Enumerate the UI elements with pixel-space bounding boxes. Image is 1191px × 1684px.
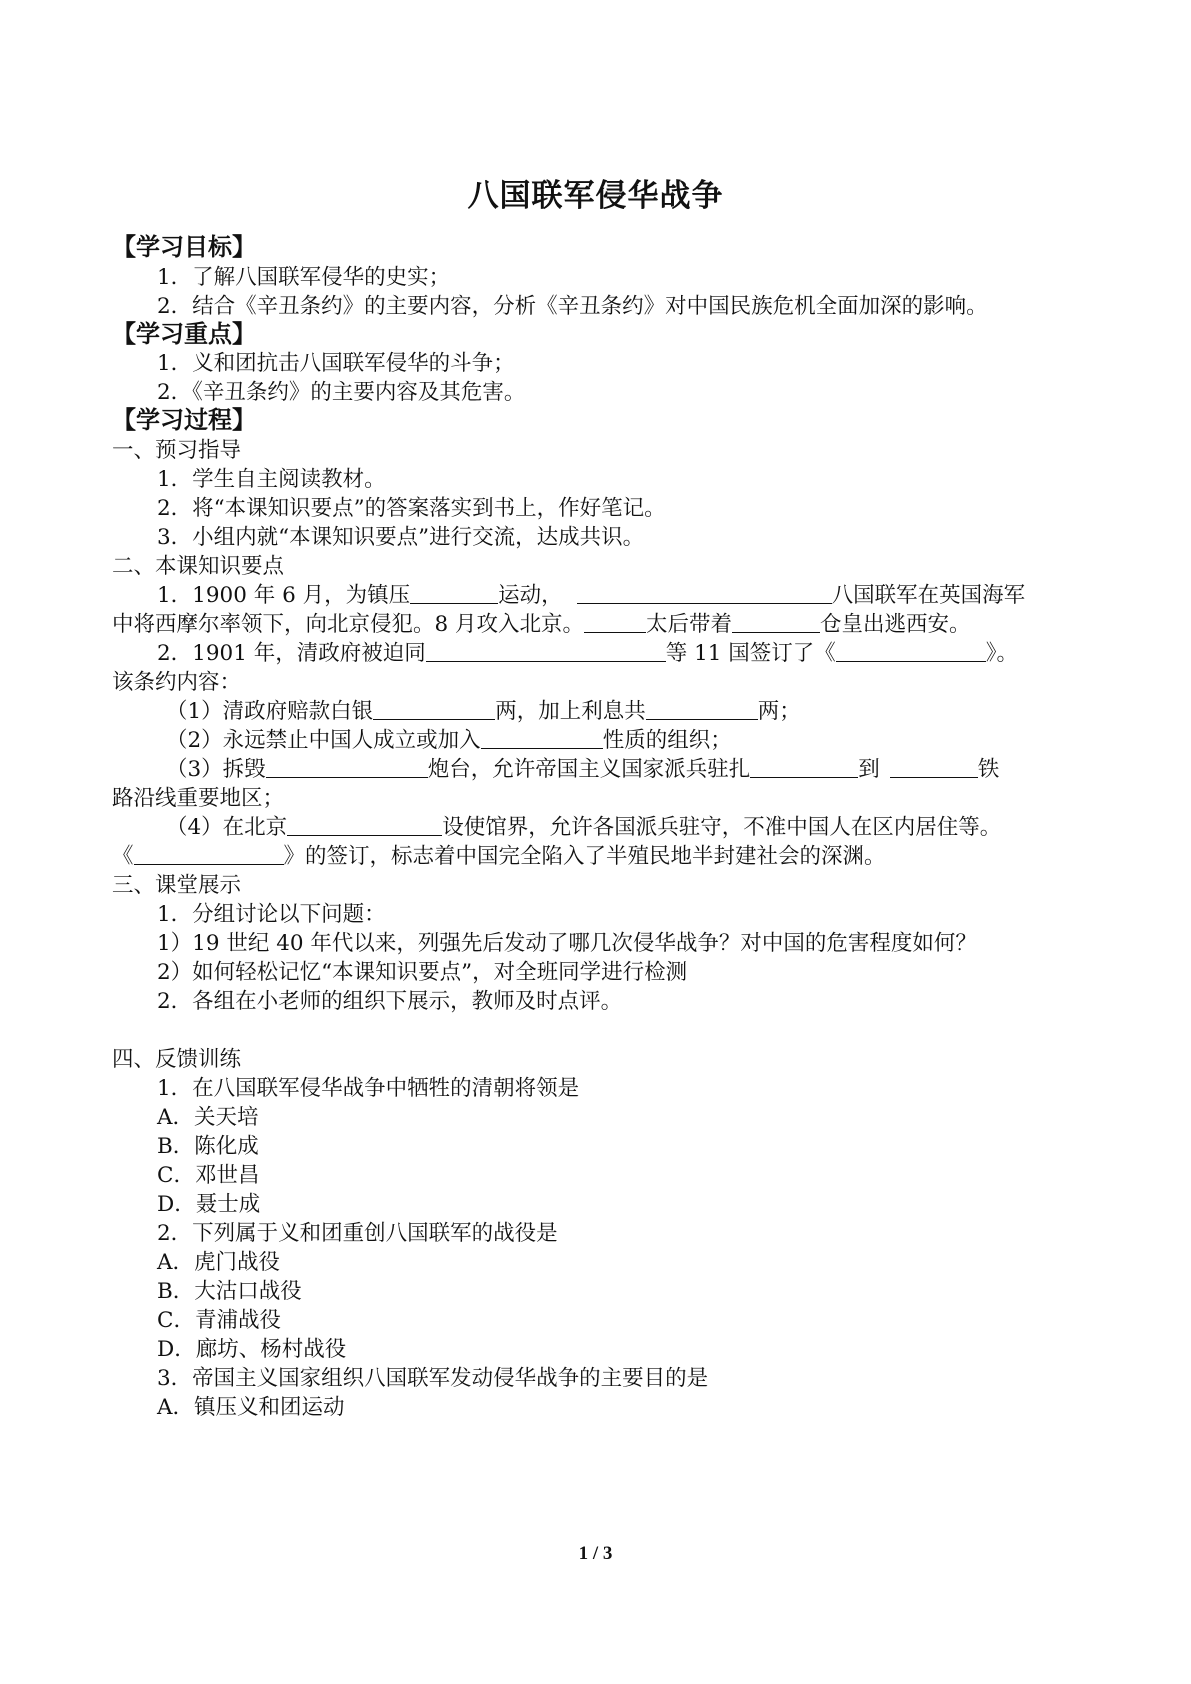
question-1-option-d: D．聂士成	[157, 1192, 261, 1217]
question-2-option-b: B．大沽口战役	[157, 1279, 302, 1304]
knowledge-para-2-line-2: 该条约内容：	[112, 670, 242, 695]
preview-item-3: 3．小组内就“本课知识要点”进行交流，达成共识。	[157, 525, 645, 550]
question-3-option-a: A．镇压义和团运动	[157, 1395, 345, 1420]
preview-item-1: 1．学生自主阅读教材。	[157, 467, 386, 492]
treaty-clause-4: （4）在北京 设使馆界，允许各国派兵驻守，不准中国人在区内居住等。	[166, 815, 1002, 840]
question-1-option-a: A．关天培	[157, 1105, 259, 1130]
question-3-stem: 3．帝国主义国家组织八国联军发动侵华战争的主要目的是	[157, 1366, 709, 1391]
knowledge-para-1-line-2: 中将西摩尔率领下，向北京侵犯。8 月攻入北京。 太后带着 仓皇出逃西安。	[112, 612, 971, 637]
fill-blank[interactable]	[410, 581, 498, 604]
fill-blank[interactable]	[890, 755, 978, 778]
showcase-item-1: 1．分组讨论以下问题：	[157, 902, 386, 927]
question-2-option-c: C．青浦战役	[157, 1308, 281, 1333]
fill-blank[interactable]	[373, 697, 495, 720]
treaty-clause-1: （1）清政府赔款白银 两，加上利息共 两；	[166, 699, 801, 724]
question-1-stem: 1．在八国联军侵华战争中牺牲的清朝将领是	[157, 1076, 580, 1101]
key-point-2: 2．《辛丑条约》的主要内容及其危害。	[157, 380, 526, 405]
section-heading-goals: 【学习目标】	[112, 233, 256, 261]
question-1-option-b: B．陈化成	[157, 1134, 259, 1159]
showcase-item-3: 2）如何轻松记忆“本课知识要点”，对全班同学进行检测	[157, 960, 688, 985]
preview-item-2: 2．将“本课知识要点”的答案落实到书上，作好笔记。	[157, 496, 666, 521]
question-2-option-d: D．廊坊、杨村战役	[157, 1337, 347, 1362]
knowledge-para-2-line-1: 2．1901 年，清政府被迫同 等 11 国签订了《 》。	[157, 641, 1019, 666]
treaty-significance: 《 》的签订，标志着中国完全陷入了半殖民地半封建社会的深渊。	[112, 844, 886, 869]
page-number: 1 / 3	[578, 1543, 613, 1564]
fill-blank[interactable]	[134, 842, 284, 865]
question-2-option-a: A．虎门战役	[157, 1250, 281, 1275]
subsection-heading-showcase: 三、课堂展示	[112, 873, 242, 898]
fill-blank[interactable]	[836, 639, 986, 662]
key-point-1: 1．义和团抗击八国联军侵华的斗争；	[157, 351, 515, 376]
showcase-item-2: 1）19 世纪 40 年代以来，列强先后发动了哪几次侵华战争？对中国的危害程度如何？	[157, 931, 977, 956]
treaty-clause-3-line-2: 路沿线重要地区；	[112, 786, 285, 811]
goal-item-2: 2．结合《辛丑条约》的主要内容，分析《辛丑条约》对中国民族危机全面加深的影响。	[157, 294, 988, 319]
fill-blank[interactable]	[426, 639, 666, 662]
knowledge-para-1-line-1: 1．1900 年 6 月，为镇压 运动， 八国联军在英国海军	[157, 583, 1026, 608]
fill-blank[interactable]	[584, 610, 646, 633]
fill-blank[interactable]	[266, 755, 428, 778]
fill-blank[interactable]	[287, 813, 442, 836]
fill-blank[interactable]	[732, 610, 820, 633]
subsection-heading-knowledge: 二、本课知识要点	[112, 554, 285, 579]
fill-blank[interactable]	[750, 755, 858, 778]
showcase-item-4: 2．各组在小老师的组织下展示，教师及时点评。	[157, 989, 623, 1014]
fill-blank[interactable]	[481, 726, 603, 749]
question-1-option-c: C．邓世昌	[157, 1163, 260, 1188]
page-title: 八国联军侵华战争	[467, 178, 724, 214]
treaty-clause-2: （2）永远禁止中国人成立或加入 性质的组织；	[166, 728, 732, 753]
fill-blank[interactable]	[646, 697, 758, 720]
treaty-clause-3-line-1: （3）拆毁 炮台，允许帝国主义国家派兵驻扎 到 铁	[166, 757, 1000, 782]
goal-item-1: 1．了解八国联军侵华的史实；	[157, 265, 451, 290]
subsection-heading-practice: 四、反馈训练	[112, 1047, 242, 1072]
fill-blank[interactable]	[577, 581, 832, 604]
section-heading-key-points: 【学习重点】	[112, 320, 256, 348]
question-2-stem: 2．下列属于义和团重创八国联军的战役是	[157, 1221, 558, 1246]
subsection-heading-preview: 一、预习指导	[112, 438, 242, 463]
section-heading-process: 【学习过程】	[112, 406, 256, 434]
